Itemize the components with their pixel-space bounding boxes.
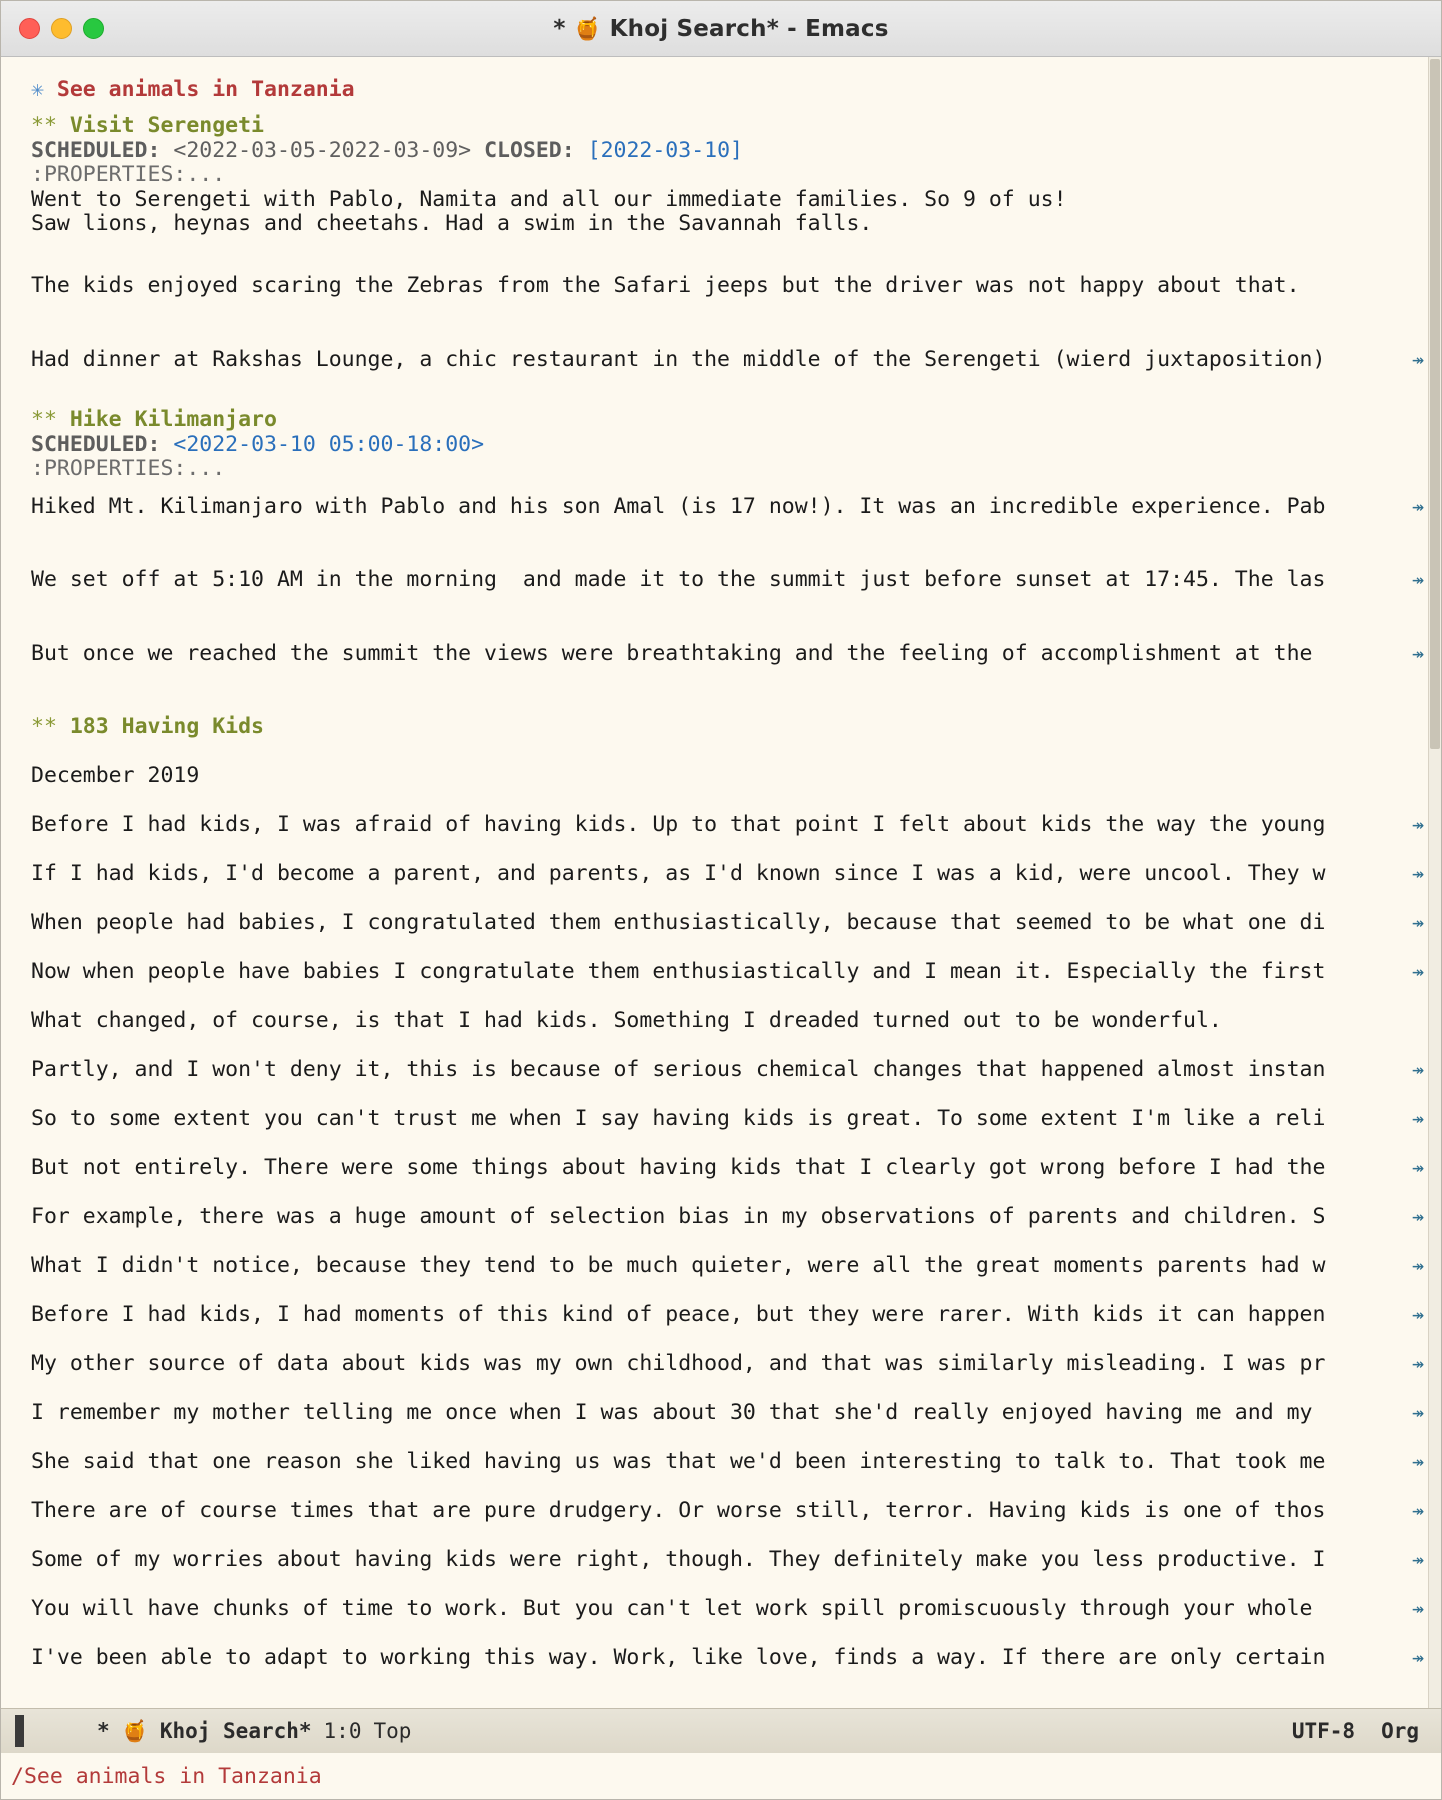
body-line: [13, 1045, 1428, 1094]
body-line: [13, 1339, 1428, 1388]
mode-line-scroll-state: Top: [373, 1719, 412, 1743]
body-text: I've been able to adapt to working this way. Work, like love, finds a way. If there are only certain: [31, 1645, 1326, 1670]
body-line: [13, 482, 1428, 531]
blank-line: [13, 384, 1428, 409]
closed-keyword: CLOSED:: [484, 138, 575, 163]
blank-line: [13, 604, 1428, 629]
body-text: If I had kids, I'd become a parent, and parents, as I'd known since I was a kid, were uncool. They w: [31, 861, 1326, 886]
body-line: [13, 261, 1428, 310]
org-heading-2[interactable]: [13, 114, 1428, 139]
org-heading-2[interactable]: [13, 702, 1428, 751]
body-line: [13, 555, 1428, 604]
body-text: Had dinner at Rakshas Lounge, a chic restaurant in the middle of the Serengeti (wierd juxtaposition): [31, 346, 1326, 372]
body-line: [13, 212, 1428, 237]
properties-text: :PROPERTIES:...: [31, 457, 226, 481]
closed-timestamp[interactable]: [2022-03-10]: [587, 138, 743, 163]
body-line: [13, 1633, 1428, 1682]
window-controls: [1, 18, 104, 39]
blank-line: [13, 678, 1428, 703]
blank-line: [13, 310, 1428, 335]
body-text: For example, there was a huge amount of selection bias in my observations of parents and children. S: [31, 1204, 1326, 1229]
body-text: Saw lions, heynas and cheetahs. Had a swim in the Savannah falls.: [31, 212, 873, 236]
body-text: What I didn't notice, because they tend to be much quieter, were all the great moments parents had w: [31, 1253, 1326, 1278]
body-text: She said that one reason she liked having us was that we'd been interesting to talk to. That took me: [31, 1449, 1326, 1474]
body-text: Now when people have babies I congratulate them enthusiastically and I mean it. Especially the first: [31, 959, 1326, 984]
body-text: But not entirely. There were some things about having kids that I clearly got wrong before I had the: [31, 1155, 1326, 1180]
body-line: [13, 629, 1428, 678]
body-line: [13, 800, 1428, 849]
body-text: So to some extent you can't trust me when I say having kids is great. To some extent I'm like a reli: [31, 1106, 1326, 1131]
body-line: [13, 1241, 1428, 1290]
org-properties-drawer[interactable]: [13, 457, 1428, 482]
heading-bullet-icon: **: [31, 114, 57, 138]
body-text: Before I had kids, I was afraid of having kids. Up to that point I felt about kids the way the young: [31, 812, 1326, 837]
body-line: [13, 1584, 1428, 1633]
body-text: The kids enjoyed scaring the Zebras from the Safari jeeps but the driver was not happy about that.: [31, 273, 1300, 298]
mode-line-buffer-name[interactable]: Khoj Search*: [159, 1719, 312, 1743]
close-window-button[interactable]: [19, 18, 40, 39]
body-line: [13, 1388, 1428, 1437]
body-line: [13, 1486, 1428, 1535]
heading-text: 183 Having Kids: [69, 714, 265, 739]
mode-line-cursor-indicator: [15, 1715, 24, 1747]
body-line: [13, 335, 1428, 384]
minibuffer-text: /See animals in Tanzania: [11, 1763, 322, 1789]
mode-line-major-mode[interactable]: Org: [1381, 1719, 1419, 1743]
org-schedule-line: [13, 139, 1428, 164]
blank-line: [13, 237, 1428, 262]
body-text: December 2019: [31, 763, 200, 788]
left-fringe: [1, 57, 13, 1708]
heading-bullet-icon: **: [31, 408, 57, 432]
body-text: My other source of data about kids was my own childhood, and that was similarly misleading. I was pr: [31, 1351, 1326, 1376]
body-text: There are of course times that are pure drudgery. Or worse still, terror. Having kids is one of thos: [31, 1498, 1326, 1523]
body-line: [13, 751, 1428, 800]
properties-text: :PROPERTIES:...: [31, 163, 226, 187]
body-line: [13, 898, 1428, 947]
body-text: When people had babies, I congratulated them enthusiastically, because that seemed to be what one di: [31, 910, 1326, 935]
mode-line: [1, 1708, 1441, 1753]
heading-bullet-icon: ✳: [31, 77, 44, 102]
khoj-emoji-icon: 🍯: [121, 1718, 148, 1743]
heading-bullet-icon: **: [31, 714, 57, 739]
org-buffer[interactable]: [13, 57, 1428, 1708]
buffer-area: [1, 57, 1441, 1708]
body-line: [13, 1192, 1428, 1241]
window-title-prefix: *: [553, 15, 574, 42]
org-heading-1[interactable]: [13, 65, 1428, 114]
scheduled-keyword: SCHEDULED:: [31, 138, 161, 163]
body-line: [13, 1535, 1428, 1584]
body-text: Went to Serengeti with Pablo, Namita and all our immediate families. So 9 of us!: [31, 187, 1067, 212]
window-title: [1, 16, 1441, 42]
mode-line-coding-system: UTF-8: [1291, 1719, 1356, 1743]
body-text: You will have chunks of time to work. But you can't let work spill promiscuously through your whole: [31, 1596, 1326, 1621]
mode-line-position: 1:0: [323, 1719, 362, 1743]
body-text: We set off at 5:10 AM in the morning and made it to the summit just before sunset at 17:45. The las: [31, 567, 1326, 592]
org-heading-2[interactable]: [13, 408, 1428, 433]
mode-line-right: [1292, 1719, 1427, 1743]
body-line: [13, 1143, 1428, 1192]
body-text: Hiked Mt. Kilimanjaro with Pablo and his son Amal (is 17 now!). It was an incredible experience. Pab: [31, 493, 1326, 519]
body-line: [13, 996, 1428, 1045]
body-line: [13, 188, 1428, 213]
org-schedule-line: [13, 433, 1428, 458]
scheduled-timestamp[interactable]: <2022-03-05-2022-03-09>: [173, 138, 472, 163]
minimize-window-button[interactable]: [51, 18, 72, 39]
body-line: [13, 1290, 1428, 1339]
khoj-emoji-icon: 🍯: [573, 16, 602, 42]
window-title-text: Khoj Search* - Emacs: [609, 15, 889, 42]
minibuffer[interactable]: [1, 1753, 1441, 1799]
zoom-window-button[interactable]: [83, 18, 104, 39]
window-titlebar: [1, 1, 1441, 57]
body-text: But once we reached the summit the views were breathtaking and the feeling of accomplishment at the: [31, 640, 1326, 666]
heading-text: Hike Kilimanjaro: [69, 408, 277, 432]
mode-line-left: [97, 1719, 411, 1744]
body-text: Partly, and I won't deny it, this is because of serious chemical changes that happened almost instan: [31, 1057, 1326, 1082]
org-properties-drawer[interactable]: [13, 163, 1428, 188]
scrollbar-thumb[interactable]: [1430, 59, 1440, 749]
body-text: Before I had kids, I had moments of this kind of peace, but they were rarer. With kids it can happen: [31, 1302, 1326, 1327]
vertical-scrollbar[interactable]: [1428, 57, 1441, 1708]
body-line: [13, 849, 1428, 898]
heading-text: See animals in Tanzania: [56, 77, 355, 102]
body-text: I remember my mother telling me once when I was about 30 that she'd really enjoyed having me and my: [31, 1400, 1326, 1425]
body-text: What changed, of course, is that I had kids. Something I dreaded turned out to be wonderful.: [31, 1008, 1222, 1033]
body-line: [13, 1094, 1428, 1143]
blank-line: [13, 531, 1428, 556]
scheduled-timestamp[interactable]: <2022-03-10 05:00-18:00>: [173, 432, 485, 457]
heading-text: Visit Serengeti: [69, 114, 265, 138]
scheduled-keyword: SCHEDULED:: [31, 432, 161, 457]
mode-line-buffer-prefix: *: [97, 1719, 110, 1743]
body-text: Some of my worries about having kids were right, though. They definitely make you less productive. I: [31, 1547, 1326, 1572]
body-line: [13, 1437, 1428, 1486]
body-line: [13, 947, 1428, 996]
